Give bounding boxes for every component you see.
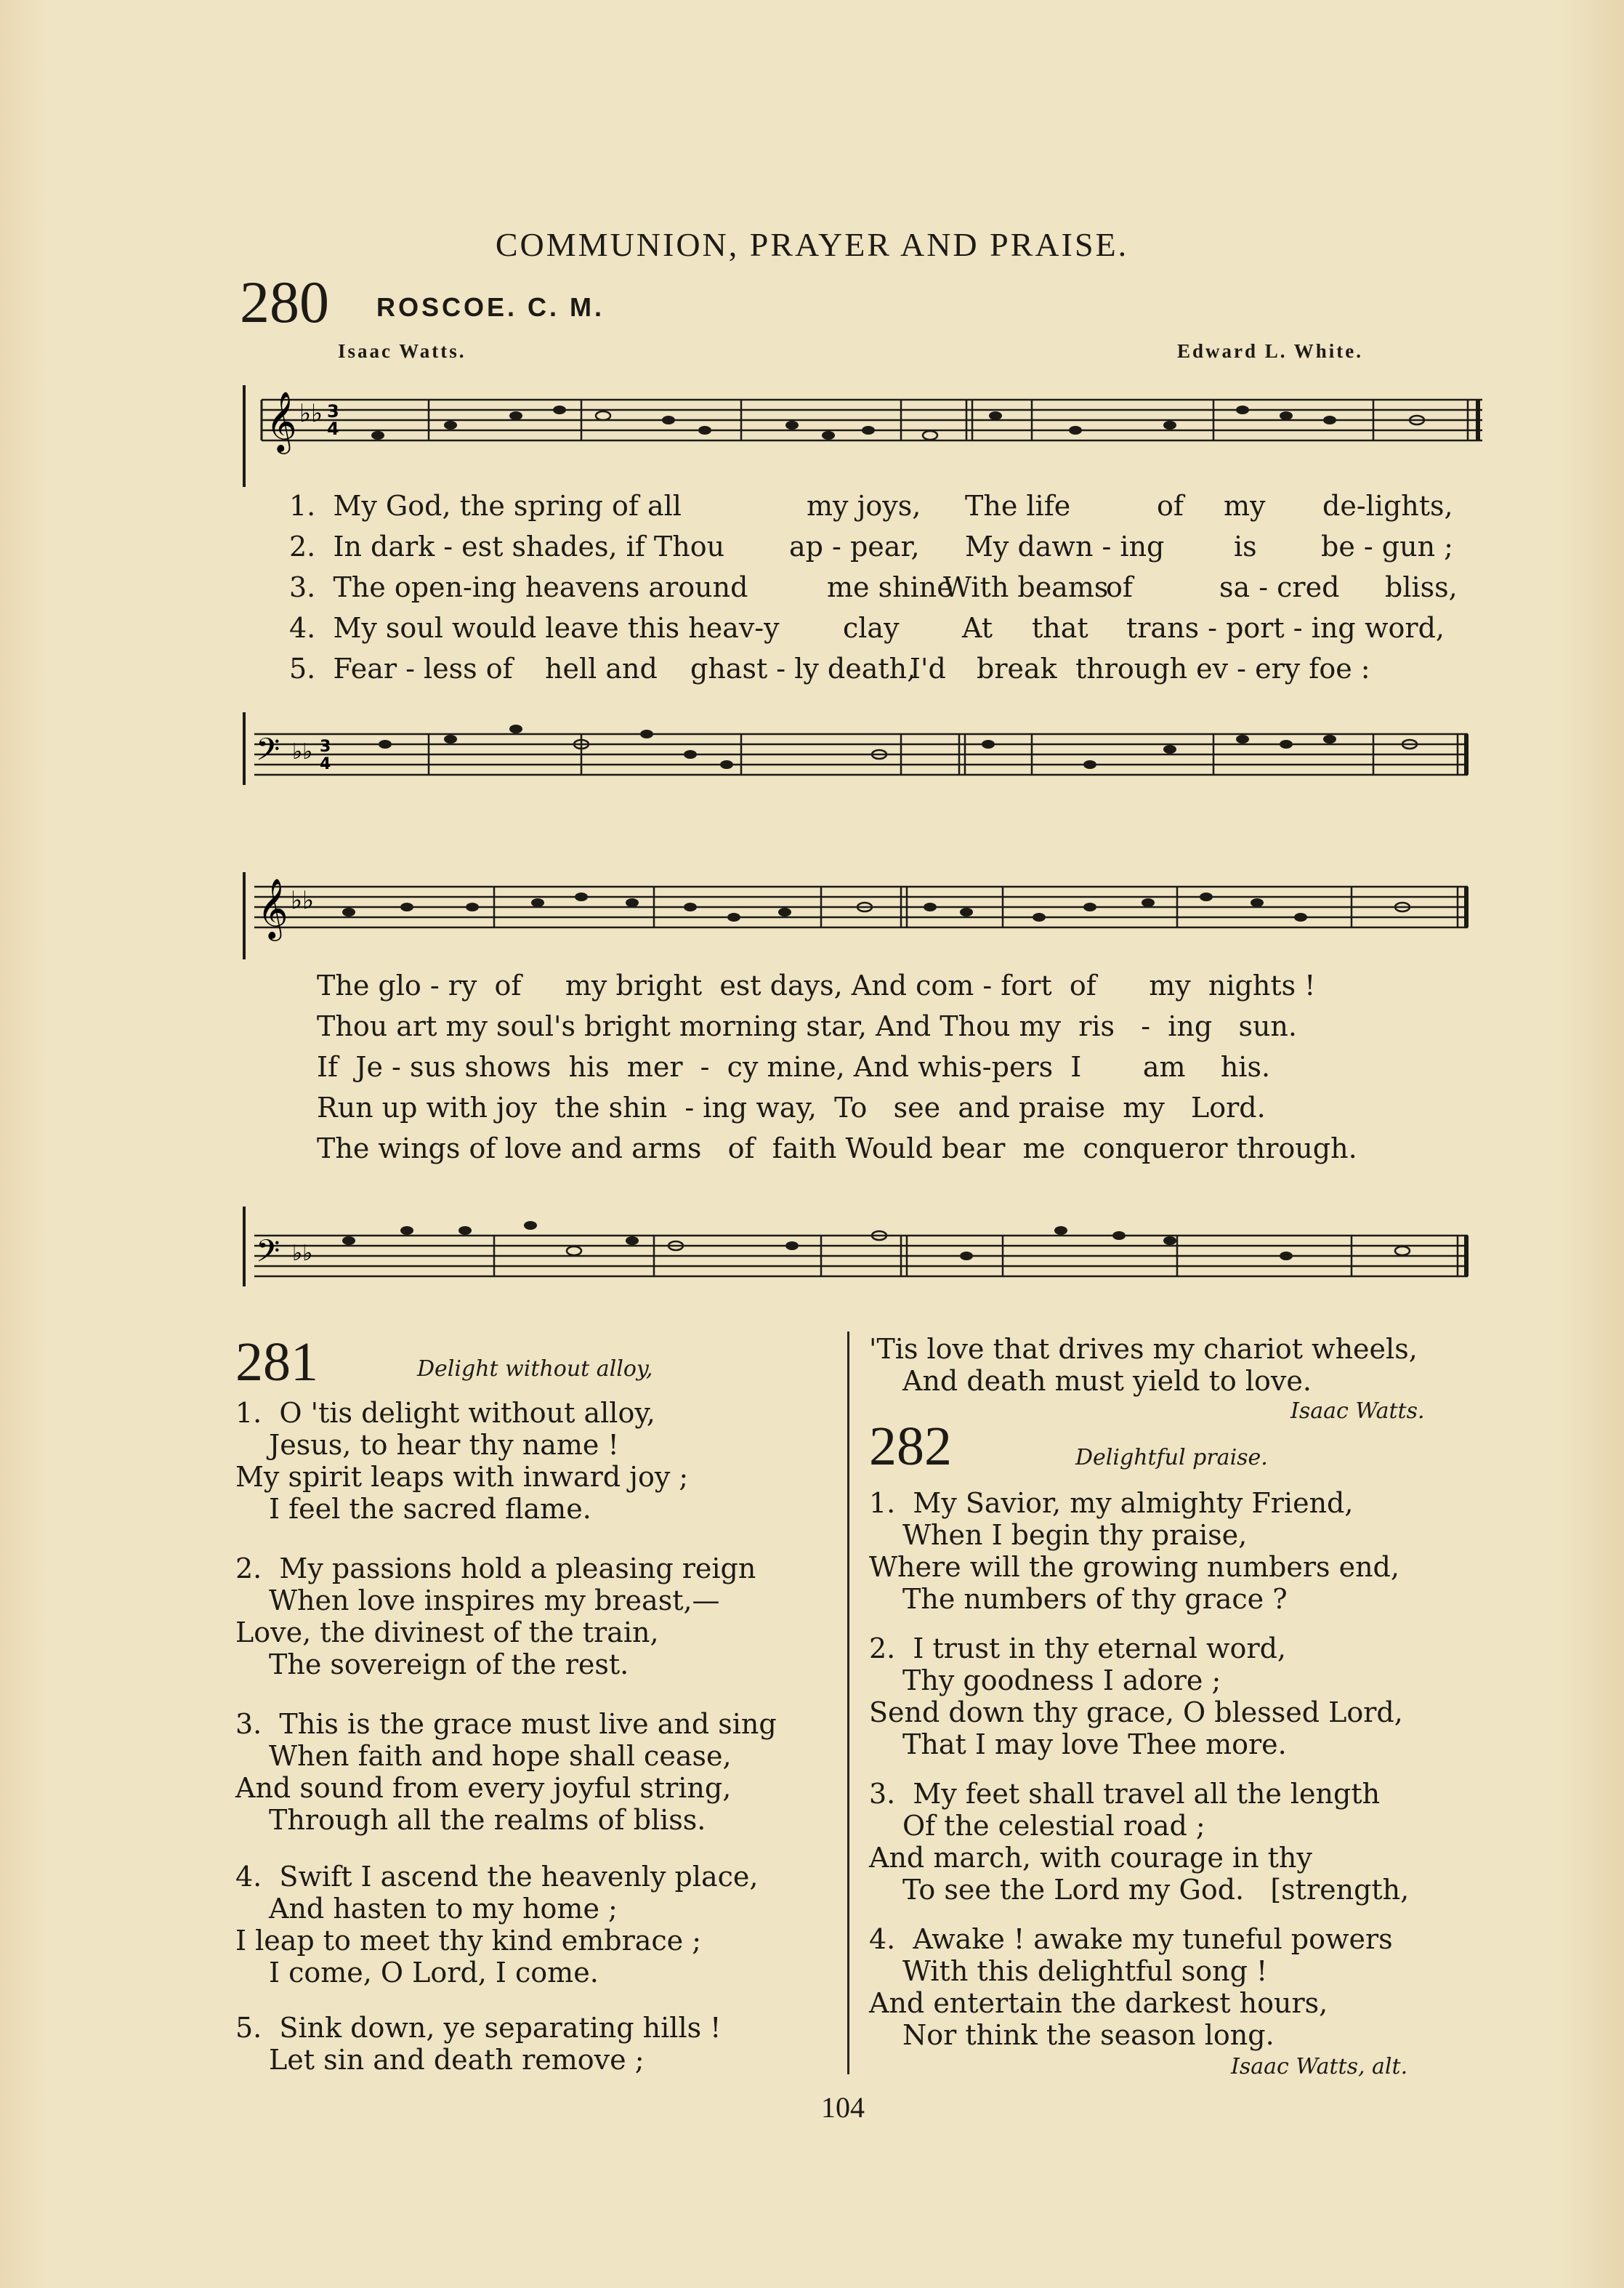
- hymn-281-stanza-2: 2. My passions hold a pleasing reign When love inspires my breast,— Love, the divinest of the train, The sovereign of the rest.: [235, 1552, 756, 1680]
- words-credit: Isaac Watts.: [338, 340, 466, 362]
- hymn-282-stanza-1: 1. My Savior, my almighty Friend, When I begin thy praise, Where will the growing numbers end, The numbers of thy grace ?: [869, 1487, 1399, 1615]
- verse-line-1: 1. My God, the spring of all my joys, The life of my de-lights,: [289, 490, 1453, 522]
- hymn-281-stanza-1: 1. O 'tis delight without alloy, Jesus, to hear thy name ! My spirit leaps with inward joy ; I feel the sacred flame.: [235, 1397, 689, 1525]
- hymn-282-attribution: Isaac Watts, alt.: [1231, 2054, 1408, 2079]
- column-divider: [847, 1332, 849, 2074]
- svg-text:♭♭: ♭♭: [292, 1241, 313, 1266]
- hymn-number-281: 281: [235, 1332, 318, 1393]
- hymn-282-stanza-4: 4. Awake ! awake my tuneful powers With this delightful song ! And entertain the darkest hours, Nor think the season long.: [869, 1923, 1393, 2051]
- verse-line-4: 4. My soul would leave this heav-y clay At that trans - port - ing word,: [289, 612, 1445, 644]
- page-number: 104: [821, 2091, 865, 2124]
- tune-name: ROSCOE. C. M.: [376, 292, 605, 322]
- section-title: COMMUNION, PRAYER AND PRAISE.: [495, 226, 1129, 263]
- verse-line-2: 2. In dark - est shades, if Thou ap - pear, My dawn - ing is be - gun ;: [289, 531, 1453, 563]
- hymn-number-280: 280: [240, 269, 329, 335]
- music-staff-treble-2: [240, 865, 1490, 967]
- svg-text:𝄢: 𝄢: [256, 1233, 280, 1277]
- svg-text:𝄢: 𝄢: [256, 732, 280, 776]
- verse-line-10: The wings of love and arms of faith Would bear me conqueror through.: [317, 1132, 1357, 1164]
- hymn-281-stanza-5a: 5. Sink down, ye separating hills ! Let sin and death remove ;: [235, 2012, 722, 2076]
- svg-text:♭♭: ♭♭: [292, 739, 313, 765]
- svg-text:3: 3: [320, 738, 331, 756]
- svg-text:𝄞: 𝄞: [257, 877, 288, 938]
- svg-text:3: 3: [327, 401, 339, 422]
- hymn-281-stanza-3: 3. This is the grace must live and sing When faith and hope shall cease, And sound from every joyful string, Through all the realms of bliss.: [235, 1708, 777, 1836]
- music-staff-bass-2: [240, 1177, 1490, 1294]
- hymn-282-stanza-2: 2. I trust in thy eternal word, Thy goodness I adore ; Send down thy grace, O blessed Lord, That I may love Thee more.: [869, 1632, 1403, 1760]
- verse-line-9: Run up with joy the shin - ing way, To see and praise my Lord.: [317, 1092, 1266, 1124]
- hymn-281-attribution: Isaac Watts.: [1290, 1398, 1425, 1424]
- hymn-281-subtitle: Delight without alloy,: [417, 1356, 653, 1382]
- music-staff-treble-1: [240, 378, 1490, 494]
- verse-line-8: If Je - sus shows his mer - cy mine, And whis-pers I am his.: [317, 1051, 1271, 1083]
- svg-text:4: 4: [320, 755, 331, 773]
- svg-text:𝄞: 𝄞: [266, 390, 297, 451]
- verse-line-3: 3. The open-ing heavens around me shine With beams of sa - cred bliss,: [289, 571, 1458, 603]
- svg-text:♭♭: ♭♭: [299, 399, 323, 428]
- music-staff-bass-1: [240, 698, 1490, 814]
- hymn-282-subtitle: Delightful praise.: [1075, 1445, 1268, 1470]
- verse-line-6: The glo - ry of my bright est days, And com - fort of my nights !: [317, 970, 1316, 1002]
- hymn-282-stanza-3: 3. My feet shall travel all the length Of the celestial road ; And march, with courage in thy To see the Lord my God. [strength,: [869, 1778, 1410, 1906]
- verse-line-5: 5. Fear - less of hell and ghast - ly death, I'd break through ev - ery foe :: [289, 653, 1370, 685]
- verse-line-7: Thou art my soul's bright morning star, And Thou my ris - ing sun.: [317, 1010, 1297, 1042]
- hymn-281-stanza-4: 4. Swift I ascend the heavenly place, And hasten to my home ; I leap to meet thy kind embrace ; I come, O Lord, I come.: [235, 1861, 759, 1989]
- svg-text:♭♭: ♭♭: [291, 886, 315, 915]
- music-credit: Edward L. White.: [1177, 340, 1364, 362]
- hymn-281-stanza-5b: 'Tis love that drives my chariot wheels, And death must yield to love.: [869, 1333, 1418, 1397]
- hymn-number-282: 282: [869, 1416, 952, 1477]
- svg-text:4: 4: [327, 419, 339, 439]
